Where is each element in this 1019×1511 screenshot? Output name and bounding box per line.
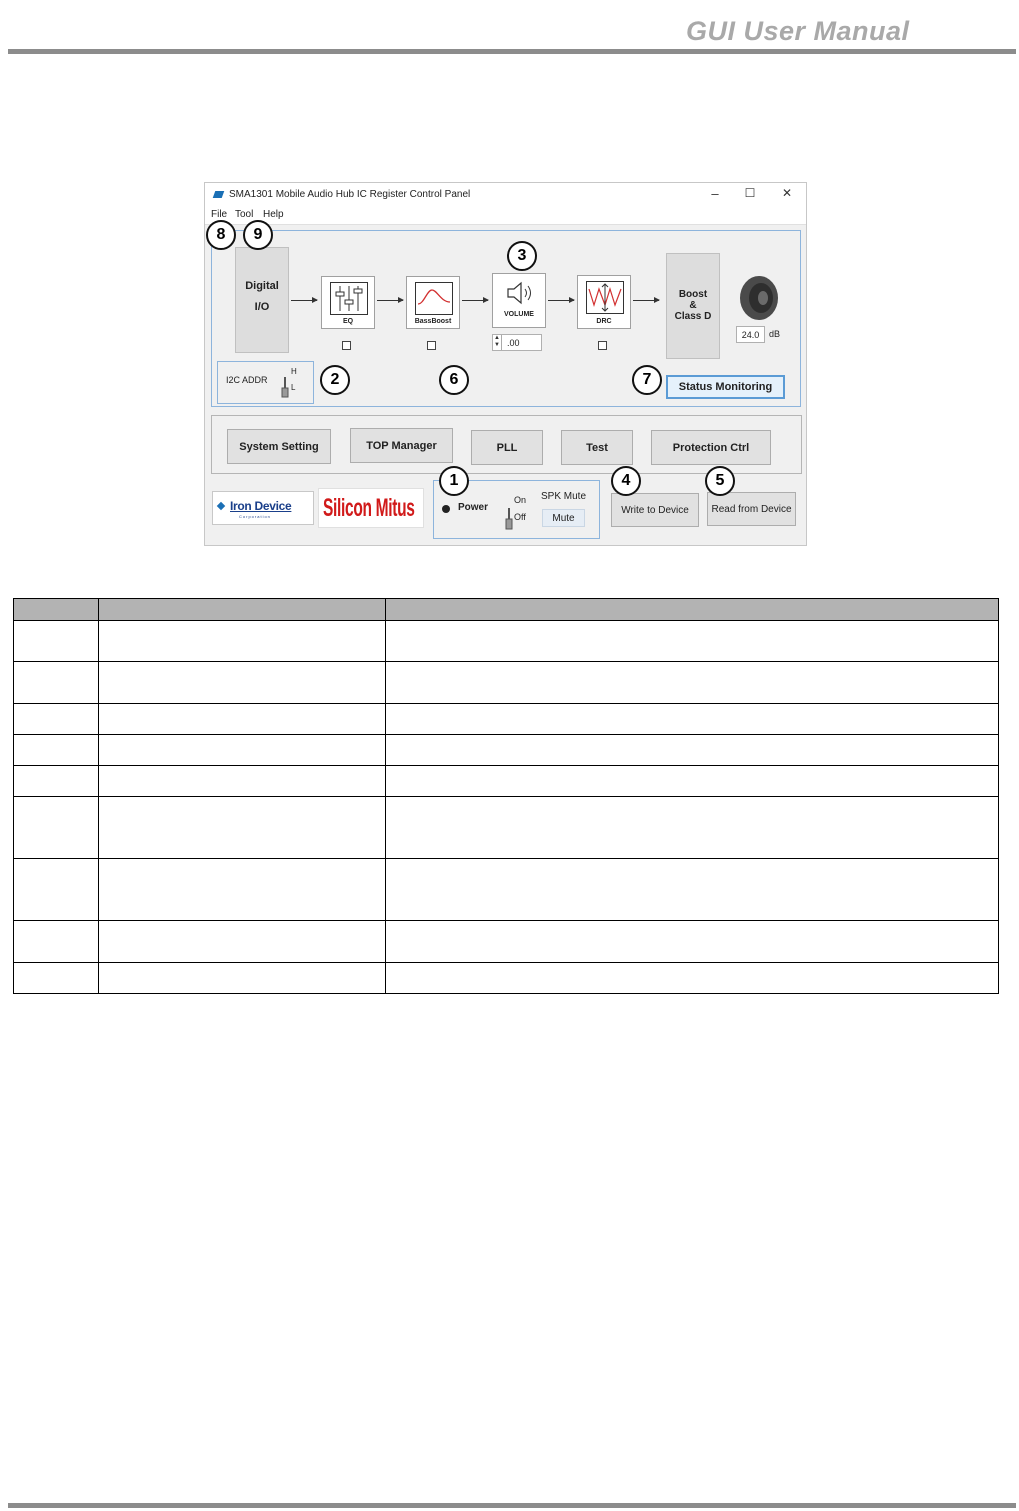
boost-line2: & [689,300,697,311]
menu-tool[interactable]: Tool [235,209,254,220]
arrow [633,300,659,301]
iron-device-logo-subtext: Corporation [239,514,271,519]
table-row [14,662,999,704]
i2c-addr-label: I2C ADDR [226,375,268,385]
menu-file[interactable]: File [211,209,228,220]
header-rule [8,49,1016,54]
title-bar [205,183,806,207]
i2c-low-label: L [291,383,296,392]
boost-classd-block[interactable] [666,253,720,359]
document-header-title: GUI User Manual [686,16,910,46]
callout-8: 8 [206,220,236,250]
eq-enable-checkbox[interactable] [342,341,351,350]
table-row [14,704,999,735]
callout-3: 3 [507,241,537,271]
write-to-device-button[interactable]: Write to Device [611,493,699,527]
volume-block[interactable] [492,273,546,328]
maximize-button[interactable]: ☐ [744,186,756,200]
spk-mute-label: SPK Mute [541,491,587,502]
table-header-row [14,599,999,621]
pll-button[interactable]: PLL [471,430,543,465]
arrow [548,300,574,301]
table-row [14,735,999,766]
table-row [14,859,999,921]
close-button[interactable]: ✕ [781,186,793,200]
i2c-high-label: H [291,367,297,376]
table-row [14,921,999,963]
drc-label: DRC [596,318,612,325]
drc-block[interactable] [577,275,631,329]
app-icon [213,191,225,198]
digital-io-block[interactable] [235,247,289,353]
table-header-cell [14,599,99,621]
gain-value-field[interactable] [736,326,765,343]
power-off-label: Off [514,512,526,522]
speaker-volume-icon [506,280,536,306]
status-monitoring-button[interactable]: Status Monitoring [666,375,785,399]
silicon-mitus-logo-text: Silicon Mitus [323,494,415,522]
volume-label: VOLUME [504,311,534,318]
table-header-cell [99,599,386,621]
loudspeaker-icon [733,275,783,325]
table-header-cell [386,599,999,621]
digital-io-line1: Digital [245,280,279,292]
minimize-button[interactable]: – [711,186,719,201]
boost-line1: Boost [678,289,708,300]
callout-9: 9 [243,220,273,250]
eq-sliders-icon [330,282,368,315]
callout-6: 6 [439,365,469,395]
description-table [13,598,999,994]
table-row [14,621,999,662]
bassboost-label: BassBoost [414,318,452,325]
boost-line3: Class D [674,311,712,322]
i2c-toggle-switch-icon[interactable] [279,375,291,399]
protection-ctrl-button[interactable]: Protection Ctrl [651,430,771,465]
arrow [291,300,317,301]
footer-rule [8,1503,1016,1508]
window-title: SMA1301 Mobile Audio Hub IC Register Control Panel [229,189,471,200]
test-button[interactable]: Test [561,430,633,465]
eq-label: EQ [342,318,354,325]
drc-waveform-icon [586,281,624,314]
table-row [14,797,999,859]
menu-help[interactable]: Help [263,209,284,220]
power-on-label: On [514,495,527,505]
bassboost-block[interactable] [406,276,460,329]
table-row [14,963,999,994]
menu-bar [205,207,806,225]
gain-unit: dB [769,329,781,339]
top-manager-button[interactable]: TOP Manager [350,428,453,463]
callout-7: 7 [632,365,662,395]
digital-io-line2: I/O [254,301,270,313]
mute-button[interactable]: Mute [542,509,585,527]
callout-1: 1 [439,466,469,496]
iron-device-logo-text: Iron Device [230,499,292,513]
arrow [377,300,403,301]
drc-enable-checkbox[interactable] [598,341,607,350]
volume-spinner-icon[interactable]: ▲ ▼ [494,335,502,350]
read-from-device-button[interactable]: Read from Device [707,492,796,526]
callout-4: 4 [611,466,641,496]
eq-block[interactable] [321,276,375,329]
callout-5: 5 [705,466,735,496]
bassboost-curve-icon [415,282,453,315]
bassboost-enable-checkbox[interactable] [427,341,436,350]
power-toggle-switch-icon[interactable] [503,506,515,532]
power-indicator-icon [442,505,450,513]
callout-2: 2 [320,365,350,395]
system-setting-button[interactable]: System Setting [227,429,331,464]
power-label: Power [458,502,489,513]
iron-device-logo [212,491,314,525]
volume-value: .00 [507,337,520,348]
arrow [462,300,488,301]
gain-value: 24.0 [741,329,760,340]
table-row [14,766,999,797]
silicon-mitus-logo [318,488,424,528]
iron-device-logo-mark [217,502,225,510]
